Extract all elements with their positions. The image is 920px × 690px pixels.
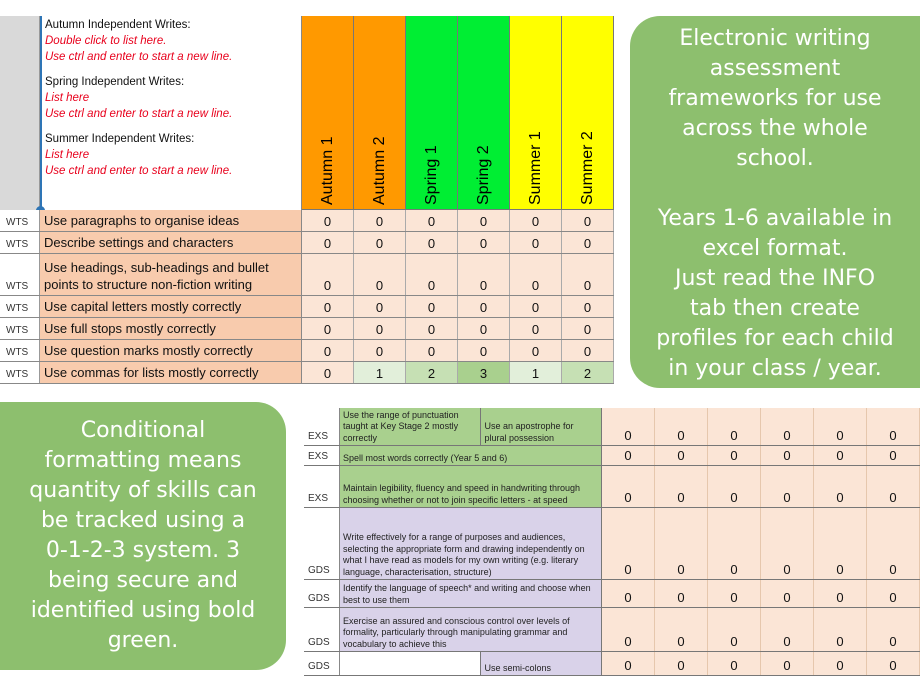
season-header-label: Autumn 1	[318, 136, 336, 205]
callout-line: profiles for each child	[656, 326, 894, 351]
score-cell[interactable]: 0	[510, 254, 562, 295]
callout-line: tab then create	[690, 296, 860, 321]
season-header-label: Autumn 2	[370, 136, 388, 205]
score-cell[interactable]: 2	[406, 362, 458, 383]
score-cell[interactable]: 0	[562, 340, 614, 361]
score-cell[interactable]: 0	[458, 318, 510, 339]
season-header[interactable]	[458, 16, 510, 210]
season-header[interactable]	[302, 16, 354, 210]
frameworks-info-callout	[630, 16, 920, 388]
score-cell[interactable]: 0	[867, 466, 920, 507]
table-row	[0, 362, 614, 384]
summer-writes-title: Summer Independent Writes:	[45, 133, 195, 145]
score-cell[interactable]: 0	[302, 232, 354, 253]
score-cell[interactable]: 0	[761, 608, 814, 651]
level-label: EXS	[304, 466, 340, 507]
callout-line: across the whole	[682, 116, 868, 141]
callout-line: Electronic writing	[679, 26, 871, 51]
season-header[interactable]	[562, 16, 614, 210]
table-row	[0, 318, 614, 340]
score-cell[interactable]: 0	[406, 254, 458, 295]
skill-cell[interactable]: Write effectively for a range of purposes and audiences, selecting the appropriate form and drawing independently on what I have read as models for my own writing (e.g. literary language, characterisation, structure)	[340, 508, 602, 579]
season-header-label: Summer 2	[578, 131, 596, 205]
score-cell[interactable]: 0	[354, 340, 406, 361]
autumn-writes-hint: Double click to list here.	[45, 35, 167, 47]
score-cell[interactable]: 0	[602, 466, 655, 507]
score-cell[interactable]: 0	[867, 608, 920, 651]
score-cell[interactable]: 0	[655, 652, 708, 675]
score-cell[interactable]: 0	[458, 340, 510, 361]
score-cells	[602, 446, 920, 465]
level-label: GDS	[304, 608, 340, 651]
score-cell[interactable]: 0	[354, 232, 406, 253]
table-row	[304, 508, 920, 580]
score-cell[interactable]: 2	[562, 362, 614, 383]
table-row	[0, 254, 614, 296]
score-cell[interactable]: 0	[602, 580, 655, 607]
level-label: WTS	[0, 362, 40, 383]
summer-writes-hint: List here	[45, 149, 90, 161]
callout-line: quantity of skills can	[29, 478, 257, 503]
conditional-formatting-callout	[0, 402, 286, 670]
callout-line: Years 1-6 available in	[657, 206, 893, 231]
level-label: WTS	[0, 254, 40, 295]
callout-line: frameworks for use	[668, 86, 882, 111]
autumn-writes-hint: Use ctrl and enter to start a new line.	[45, 51, 233, 63]
score-cell[interactable]: 0	[867, 446, 920, 465]
score-cell[interactable]: 0	[867, 580, 920, 607]
skill-cell-part	[340, 652, 481, 675]
spring-writes-hint: List here	[45, 92, 90, 104]
callout-line: excel format.	[702, 236, 848, 261]
season-header-label: Spring 2	[474, 145, 492, 205]
score-cell[interactable]: 0	[302, 318, 354, 339]
score-cell[interactable]: 1	[510, 362, 562, 383]
skill-cell[interactable]: Use full stops mostly correctly	[40, 318, 302, 339]
score-cell[interactable]: 0	[814, 466, 867, 507]
autumn-writes-title: Autumn Independent Writes:	[45, 19, 191, 31]
spring-writes-title: Spring Independent Writes:	[45, 76, 185, 88]
score-cell[interactable]: 0	[814, 608, 867, 651]
level-label: EXS	[304, 408, 340, 445]
score-cell[interactable]: 0	[406, 296, 458, 317]
season-header-label: Spring 1	[422, 145, 440, 205]
skill-cell-part: Use the range of punctuation taught at Key Stage 2 mostly correctly	[340, 408, 481, 445]
score-cell[interactable]: 0	[655, 580, 708, 607]
level-label: WTS	[0, 318, 40, 339]
callout-line: formatting means	[44, 448, 242, 473]
score-cell[interactable]: 0	[814, 408, 867, 445]
callout-line: be tracked using a	[40, 508, 246, 533]
score-cell[interactable]: 0	[602, 608, 655, 651]
skill-cell[interactable]: Identify the language of speech* and writing and choose when best to use them	[340, 580, 602, 607]
callout-line: green.	[107, 628, 179, 653]
table-row	[304, 466, 920, 508]
callout-line: 0-1-2-3 system. 3	[45, 538, 241, 563]
table-row	[304, 652, 920, 676]
level-label: WTS	[0, 232, 40, 253]
tracker-spreadsheet-top	[0, 16, 620, 388]
score-cell[interactable]: 0	[655, 408, 708, 445]
score-cell[interactable]: 0	[458, 210, 510, 231]
score-cell[interactable]: 0	[708, 508, 761, 579]
score-cell[interactable]: 0	[458, 232, 510, 253]
callout-line: identified using bold	[30, 598, 256, 623]
score-cell[interactable]: 0	[761, 580, 814, 607]
score-cells	[602, 508, 920, 579]
score-cell[interactable]: 0	[302, 362, 354, 383]
skill-cell-part: Use semi-colons	[481, 652, 601, 675]
score-cell[interactable]: 0	[562, 296, 614, 317]
callout-line: Conditional	[80, 418, 206, 443]
skill-cell[interactable]: Use headings, sub-headings and bullet points to structure non-fiction writing	[40, 254, 302, 295]
level-label: WTS	[0, 340, 40, 361]
score-cell[interactable]: 0	[708, 408, 761, 445]
skill-cell[interactable]: Use question marks mostly correctly	[40, 340, 302, 361]
score-cell[interactable]: 0	[458, 296, 510, 317]
score-cell[interactable]: 0	[655, 466, 708, 507]
skill-cell[interactable]: Exercise an assured and conscious control over levels of formality, particularly through manipulating grammar and vocabulary to achieve this	[340, 608, 602, 651]
score-cell[interactable]: 0	[708, 652, 761, 675]
skill-cell[interactable]	[340, 408, 602, 445]
score-cell[interactable]: 0	[761, 408, 814, 445]
spring-writes-hint: Use ctrl and enter to start a new line.	[45, 108, 233, 120]
score-cell[interactable]: 3	[458, 362, 510, 383]
score-cells	[602, 652, 920, 675]
score-cell[interactable]: 0	[761, 508, 814, 579]
season-column-headers	[302, 16, 614, 210]
score-cell[interactable]: 0	[354, 210, 406, 231]
score-cells	[602, 608, 920, 651]
score-cell[interactable]: 0	[867, 652, 920, 675]
row-header-gutter	[0, 16, 40, 210]
score-cell[interactable]: 0	[602, 446, 655, 465]
score-cells	[602, 408, 920, 445]
season-header[interactable]	[354, 16, 406, 210]
score-cell[interactable]: 0	[867, 508, 920, 579]
score-cell[interactable]: 0	[302, 296, 354, 317]
level-label: EXS	[304, 446, 340, 465]
score-cell[interactable]: 0	[510, 340, 562, 361]
score-cell[interactable]: 0	[562, 254, 614, 295]
score-cell[interactable]: 0	[354, 318, 406, 339]
score-cell[interactable]: 0	[761, 652, 814, 675]
callout-line: in your class / year.	[668, 356, 882, 381]
score-cells	[602, 466, 920, 507]
skill-cell-part: Use an apostrophe for plural possession	[481, 408, 601, 445]
score-cell[interactable]: 0	[510, 232, 562, 253]
level-label: GDS	[304, 652, 340, 675]
score-cell[interactable]: 0	[406, 210, 458, 231]
score-cell[interactable]: 0	[562, 232, 614, 253]
score-cell[interactable]: 0	[655, 608, 708, 651]
skill-cell[interactable]: Maintain legibility, fluency and speed in handwriting through choosing whether or not to join specific letters - at speed	[340, 466, 602, 507]
score-cell[interactable]: 0	[655, 508, 708, 579]
level-label: GDS	[304, 508, 340, 579]
independent-writes-notes-cell[interactable]	[40, 16, 302, 210]
callout-line: assessment	[709, 56, 841, 81]
skill-cell[interactable]: Describe settings and characters	[40, 232, 302, 253]
score-cells	[602, 580, 920, 607]
score-cell[interactable]: 0	[708, 580, 761, 607]
score-cell[interactable]: 0	[655, 446, 708, 465]
score-cell[interactable]: 0	[708, 608, 761, 651]
score-cell[interactable]: 0	[814, 652, 867, 675]
skills-rows	[0, 210, 614, 384]
table-row	[0, 340, 614, 362]
callout-line: being secure and	[47, 568, 239, 593]
table-row	[0, 210, 614, 232]
skill-cell[interactable]: Use commas for lists mostly correctly	[40, 362, 302, 383]
score-cell[interactable]: 0	[602, 508, 655, 579]
score-cell[interactable]: 0	[510, 296, 562, 317]
season-header[interactable]	[510, 16, 562, 210]
table-row	[304, 408, 920, 446]
level-label: WTS	[0, 296, 40, 317]
score-cell[interactable]: 0	[814, 508, 867, 579]
table-row	[304, 580, 920, 608]
score-cell[interactable]: 0	[867, 408, 920, 445]
tracker-spreadsheet-bottom	[304, 408, 920, 678]
score-cell[interactable]: 0	[406, 318, 458, 339]
callout-line: Just read the INFO	[674, 266, 876, 291]
score-cell[interactable]: 0	[406, 232, 458, 253]
score-cell[interactable]: 0	[814, 446, 867, 465]
season-header-label: Summer 1	[526, 131, 544, 205]
score-cell[interactable]: 0	[602, 652, 655, 675]
level-label: WTS	[0, 210, 40, 231]
skill-cell[interactable]: Use paragraphs to organise ideas	[40, 210, 302, 231]
score-cell[interactable]: 0	[814, 580, 867, 607]
score-cell[interactable]: 0	[562, 210, 614, 231]
score-cell[interactable]: 1	[354, 362, 406, 383]
score-cell[interactable]: 0	[761, 446, 814, 465]
score-cell[interactable]: 0	[354, 254, 406, 295]
score-cell[interactable]: 0	[354, 296, 406, 317]
table-row	[0, 232, 614, 254]
callout-line	[638, 174, 912, 204]
score-cell[interactable]: 0	[510, 210, 562, 231]
score-cell[interactable]: 0	[708, 446, 761, 465]
callout-line: school.	[736, 146, 814, 171]
table-row	[0, 296, 614, 318]
score-cell[interactable]: 0	[302, 340, 354, 361]
summer-writes-hint: Use ctrl and enter to start a new line.	[45, 165, 233, 177]
table-row	[304, 446, 920, 466]
score-cell[interactable]: 0	[602, 408, 655, 445]
score-cell[interactable]: 0	[406, 340, 458, 361]
score-cell[interactable]: 0	[458, 254, 510, 295]
score-cell[interactable]: 0	[302, 254, 354, 295]
score-cell[interactable]: 0	[708, 466, 761, 507]
table-row	[304, 608, 920, 652]
score-cell[interactable]: 0	[510, 318, 562, 339]
score-cell[interactable]: 0	[562, 318, 614, 339]
skill-cell[interactable]	[340, 652, 602, 675]
level-label: GDS	[304, 580, 340, 607]
skill-cell[interactable]: Spell most words correctly (Year 5 and 6)	[340, 446, 602, 465]
skill-cell[interactable]: Use capital letters mostly correctly	[40, 296, 302, 317]
score-cell[interactable]: 0	[302, 210, 354, 231]
cell-selection-border	[40, 16, 42, 210]
season-header[interactable]	[406, 16, 458, 210]
score-cell[interactable]: 0	[761, 466, 814, 507]
